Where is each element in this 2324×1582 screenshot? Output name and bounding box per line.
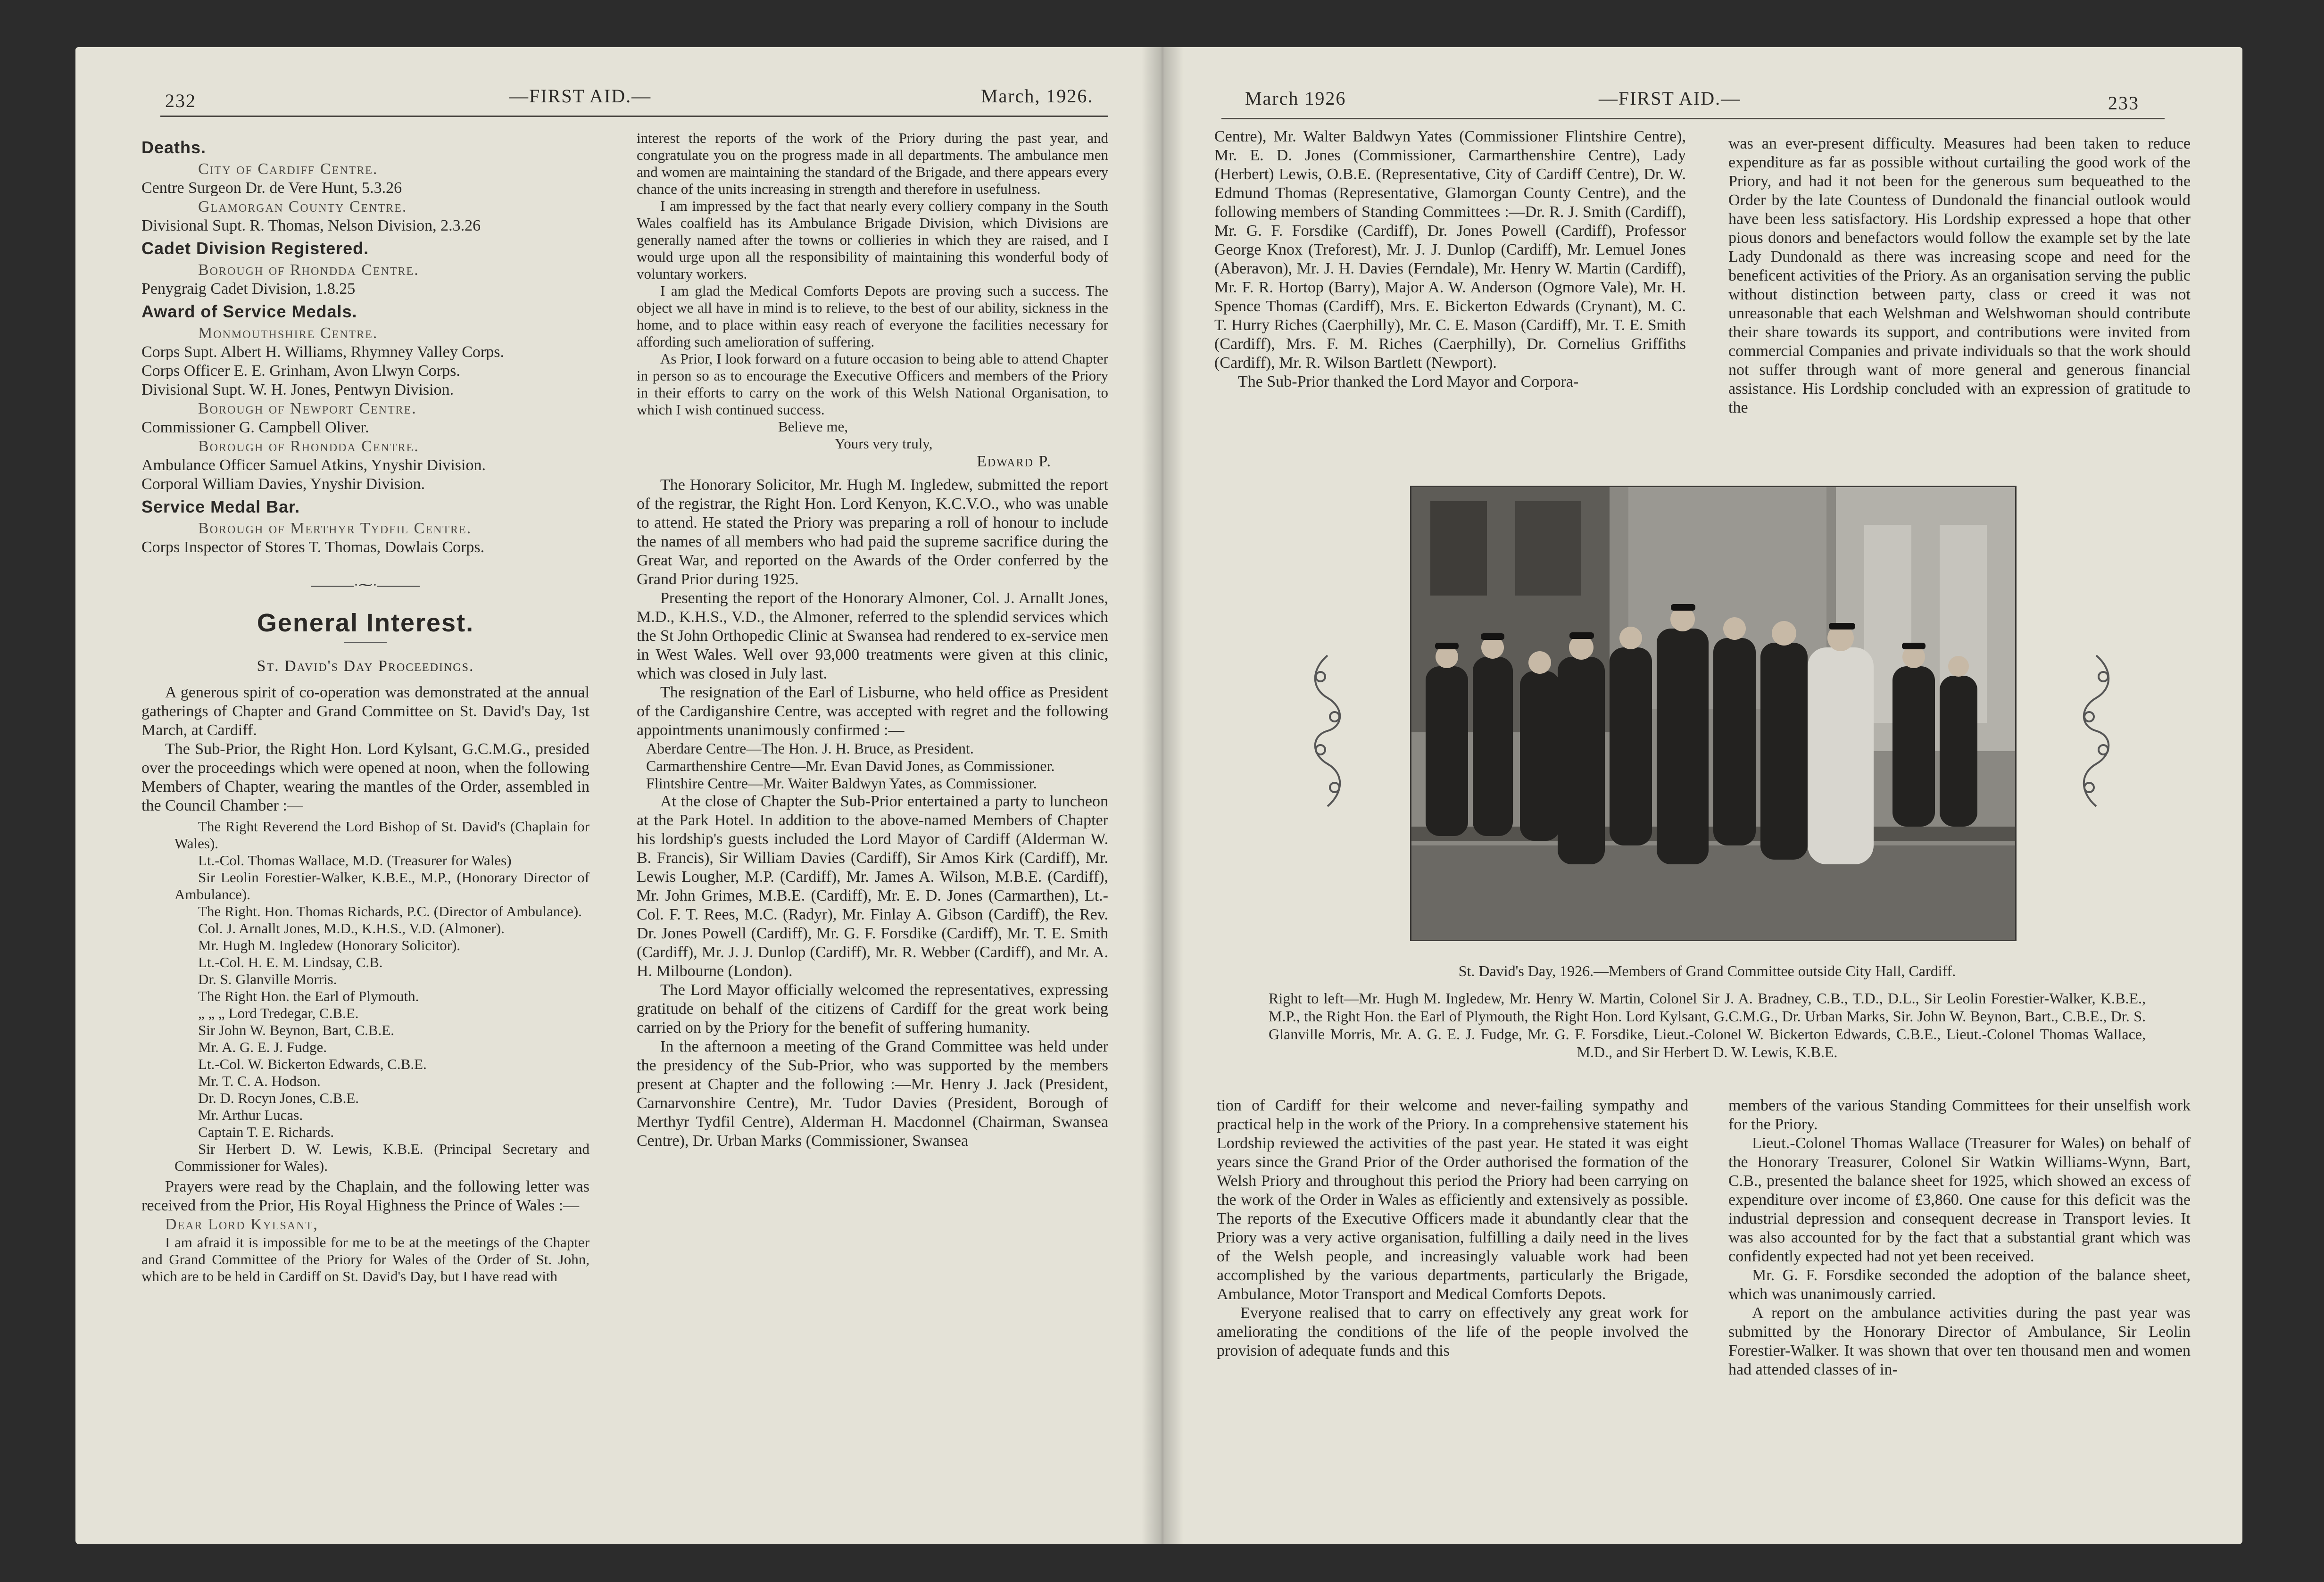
notice-entry: Corps Inspector of Stores T. Thomas, Dowlais Corps.	[141, 538, 485, 556]
paragraph: Lieut.-Colonel Thomas Wallace (Treasurer for Wales) on behalf of the Honorary Treasurer, Colonel Sir Watkin Williams-Wynn, Bart, C.B., presented the balance sheet for 1925, which showed an excess of expenditure over income of £3,860. One cause for this deficit was the industrial depression and consequent decrease in Transport levies. It was also accounted for by the fact that a substantial grant which was confidently expected had not yet been received.	[1728, 1135, 2191, 1265]
member-item: Lt.-Col. H. E. M. Lindsay, C.B.	[198, 954, 383, 970]
paragraph: was an ever-present difficulty. Measures had been taken to reduce expenditure as far as possible without curtailing the good work of the Priory, and had it not been for the generous sum bequeathed to the Order by the late Countess of Dundonald the financial outlook would have been less satisfactory. His Lordship expressed a hope that other pious donors and benefactors would follow the example set by the late Lady Dundonald as there was increasing scope and need for the beneficent activities of the Priory. As an organisation serving the public without distinction between party, class or creed it was not unreasonable that each Welshman and Welshwoman should contribute their share towards its support, and contributions were invited from commercial Companies and private individuals so that the work should not suffer through want of more general and generous financial assistance. His Lordship concluded with an expression of gratitude to the	[1728, 135, 2191, 416]
member-item: The Right Reverend the Lord Bishop of St. David's (Chaplain for Wales).	[174, 818, 589, 852]
paragraph: A report on the ambulance activities during the past year was submitted by the Honorary Director of Ambulance, Sir Leolin Forestier-Walker. It was shown that over ten thousand men and women had attended classes of in-	[1728, 1304, 2191, 1378]
appointment: Carmarthenshire Centre—Mr. Evan David Jones, as Commissioner.	[646, 757, 1055, 774]
column-1	[141, 134, 589, 1285]
centre-name: Monmouthshire Centre.	[198, 324, 378, 342]
letter-paragraph: I am afraid it is impossible for me to be at the meetings of the Chapter and Grand Committee of the Priory for Wales of the Order of St. John, which are to be held in Cardiff on St. David's Day, but I have read with	[141, 1234, 589, 1284]
right-header-rule	[1221, 118, 2165, 119]
centre-name: Borough of Rhondda Centre.	[198, 438, 419, 455]
paragraph: The Sub-Prior thanked the Lord Mayor and Corpora-	[1238, 373, 1579, 390]
member-item: Sir John W. Beynon, Bart, C.B.E.	[198, 1022, 394, 1038]
deaths-heading: Deaths.	[141, 138, 207, 157]
photo-illustration	[1411, 487, 2015, 940]
book-gutter	[1141, 47, 1184, 1544]
paragraph: At the close of Chapter the Sub-Prior entertained a party to luncheon at the Park Hotel. In addition to the above-named Members of Chapter his lordship's guests included the Lord Mayor of Cardiff (Alderman W. B. Francis), Sir William Davies (Cardiff), Sir Amos Kirk (Cardiff), Mr. Lewis Lougher, M.P. (Cardiff), Mr. James A. Wilson, M.B.E. (Cardiff), Mr. John Grimes, M.B.E. (Cardiff), Mr. E. D. Jones (Carmarthen), Lt.-Col. F. T. Rees, M.C. (Radyr), Mr. Finlay A. Gibson (Cardiff), the Rev. Dr. Jones Powell (Cardiff), Mr. G. F. Forsdike (Cardiff), Mr. T. E. Smith (Cardiff), Mr. J. J. Dunlop (Cardiff), Mr. R. Webber (Cardiff), and Mr. A. H. Milbourne (London).	[637, 793, 1108, 980]
member-item: Dr. S. Glanville Morris.	[198, 971, 337, 987]
letter-signature: Edward P.	[977, 453, 1052, 470]
right-date: March 1926	[1245, 88, 1346, 109]
notice-entry: Corps Supt. Albert H. Williams, Rhymney Valley Corps.	[141, 343, 504, 361]
letter-paragraph: As Prior, I look forward on a future occasion to being able to attend Chapter in person so as to encourage the Executive Officers and members of the Priory in their efforts to carry on the work of this Welsh National Organisation, to which I wish continued success.	[637, 350, 1108, 418]
member-item: Mr. T. C. A. Hodson.	[198, 1073, 321, 1089]
paragraph: members of the various Standing Committees for their unselfish work for the Priory.	[1728, 1097, 2191, 1133]
appointment: Aberdare Centre—The Hon. J. H. Bruce, as President.	[646, 740, 974, 757]
member-item: Dr. D. Rocyn Jones, C.B.E.	[198, 1090, 359, 1106]
scroll-ornament-right	[2075, 651, 2117, 811]
left-page-number: 232	[165, 90, 196, 111]
column-3	[1214, 127, 1686, 391]
appointment: Flintshire Centre—Mr. Waiter Baldwyn Yates, as Commissioner.	[646, 775, 1037, 792]
paragraph: The Lord Mayor officially welcomed the representatives, expressing gratitude on behalf of the citizens of Cardiff for the great work being carried on by the Priory for the benefit of suffering humanity.	[637, 981, 1108, 1036]
members-list	[141, 818, 589, 1175]
member-item: Col. J. Arnallt Jones, M.D., K.H.S., V.D. (Almoner).	[198, 920, 505, 936]
short-rule	[344, 642, 387, 643]
member-item: The Right. Hon. Thomas Richards, P.C. (Director of Ambulance).	[198, 903, 582, 919]
paragraph: The Sub-Prior, the Right Hon. Lord Kylsant, G.C.M.G., presided over the proceedings which were opened at noon, when the following Members of Chapter, wearing the mantles of the Order, assembled in the Council Chamber :—	[141, 740, 589, 814]
scroll-ornament-left	[1306, 651, 1349, 811]
letter-salutation: Dear Lord Kylsant,	[165, 1216, 318, 1233]
paragraph: In the afternoon a meeting of the Grand Committee was held under the presidency of the Sub-Prior, who was supported by the members present at Chapter and the following :—Mr. Henry J. Jack (President, Carnarvonshire Centre), Mr. Tudor Davies (President, Borough of Merthyr Tydfil Centre), Alderman H. Macdonnel (Chairman, Swansea Centre), Dr. Urban Marks (Commissioner, Swansea	[637, 1038, 1108, 1150]
photo-caption	[1269, 962, 2146, 1061]
section-ornament: ———·⁓·———	[311, 577, 420, 593]
letter-paragraph: I am glad the Medical Comforts Depots are proving such a success. The object we all have in mind is to relieve, to the best of our ability, sickness in the home, and to place within easy reach of everyone the facilities necessary for affording such amelioration of suffering.	[637, 282, 1108, 350]
paragraph: Mr. G. F. Forsdike seconded the adoption of the balance sheet, which was unanimously carried.	[1728, 1267, 2191, 1303]
notice-entry: Commissioner G. Campbell Oliver.	[141, 419, 369, 436]
right-running-title: —FIRST AID.—	[1599, 88, 1741, 109]
paragraph: Everyone realised that to carry on effectively any great work for ameliorating the conditions of the life of the people involved the provision of adequate funds and this	[1217, 1304, 1688, 1359]
letter-closing: Yours very truly,	[835, 435, 933, 452]
left-header-rule	[160, 116, 1108, 117]
group-photograph	[1410, 486, 2017, 941]
caption-names: Right to left—Mr. Hugh M. Ingledew, Mr. Henry W. Martin, Colonel Sir J. A. Bradney, C.B., T.D., D.L., Sir Leolin Forestier-Walker, K.B.E., M.P., the Right Hon. the Earl of Plymouth, the Right Hon. Lord Kylsant, G.C.M.G., Dr. Urban Marks, Sir. John W. Beynon, Bart., C.B.E., Dr. S. Glanville Morris, Mr. A. G. E. J. Fudge, Mr. G. F. Forsdike, Lieut.-Colonel W. Bickerton Edwards, C.B.E., Lieut.-Colonel Thomas Wallace, M.D., and Sir Herbert D. W. Lewis, K.B.E.	[1269, 990, 2146, 1060]
caption-title: St. David's Day, 1926.—Members of Grand Committee outside City Hall, Cardiff.	[1458, 962, 1956, 979]
member-item: Sir Herbert D. W. Lewis, K.B.E. (Principal Secretary and Commissioner for Wales).	[174, 1141, 589, 1174]
letter-paragraph: interest the reports of the work of the Priory during the past year, and congratulate you on the progress made in all departments. The ambulance men and women are maintaining the standard of the Brigade, and there appears every chance of the units increasing in strength and therefore in usefulness.	[637, 130, 1108, 197]
bar-heading: Service Medal Bar.	[141, 497, 300, 516]
notice-entry: Corporal William Davies, Ynyshir Division.	[141, 475, 425, 493]
column-4	[1728, 134, 2191, 417]
paragraph: Centre), Mr. Walter Baldwyn Yates (Commissioner Flintshire Centre), Mr. E. D. Jones (Commissioner, Carmarthenshire Centre), Lady (Herbert) Lewis, O.B.E. (Representative, City of Cardiff Centre), Dr. W. Edmund Thomas (Representative, Glamorgan County Centre), and the following members of Standing Committees :—Dr. R. J. Smith (Cardiff), Mr. G. F. Forsdike (Cardiff), Dr. Jones Powell (Cardiff), Professor George Knox (Treforest), Mr. J. J. Dunlop (Cardiff), Mr. Lemuel Jones (Aberavon), Mr. J. H. Davies (Ferndale), Mr. Henry W. Martin (Cardiff), Mr. F. R. Hortop (Barry), Major A. W. Anderson (Ogmore Vale), Mr. H. Spence Thomas (Cardiff), Mrs. E. Bickerton Edwards (Crynant), M. C. T. Hurry Riches (Caerphilly), Mr. C. E. Mason (Cardiff), Mr. T. E. Smith (Cardiff), Mrs. F. M. Riches (Caerphilly), Dr. Cornelius Griffiths (Cardiff), Mr. R. Wilson Bartlett (Newport).	[1214, 128, 1686, 372]
cadet-heading: Cadet Division Registered.	[141, 239, 369, 258]
member-item: Mr. Arthur Lucas.	[198, 1107, 303, 1123]
centre-name: Glamorgan County Centre.	[198, 198, 407, 215]
general-interest-heading: General Interest.	[257, 609, 474, 637]
letter-closing: Believe me,	[778, 418, 848, 435]
left-date: March, 1926.	[981, 85, 1094, 107]
centre-name: City of Cardiff Centre.	[198, 160, 378, 178]
column-5	[1217, 1096, 1688, 1360]
member-item: „ „ „ Lord Tredegar, C.B.E.	[198, 1005, 359, 1021]
paragraph: A generous spirit of co-operation was demonstrated at the annual gatherings of Chapter and Grand Committee on St. David's Day, 1st March, at Cardiff.	[141, 684, 589, 739]
award-heading: Award of Service Medals.	[141, 302, 357, 321]
notice-entry: Ambulance Officer Samuel Atkins, Ynyshir Division.	[141, 456, 486, 474]
right-page-number: 233	[2108, 92, 2139, 114]
member-item: Lt.-Col. W. Bickerton Edwards, C.B.E.	[198, 1056, 427, 1072]
column-6	[1728, 1096, 2191, 1379]
centre-name: Borough of Newport Centre.	[198, 400, 417, 417]
left-running-title: —FIRST AID.—	[509, 85, 652, 107]
notice-entry: Corps Officer E. E. Grinham, Avon Llwyn Corps.	[141, 362, 460, 380]
paragraph: Presenting the report of the Honorary Almoner, Col. J. Arnallt Jones, M.D., K.H.S., V.D., the Almoner, referred to the splendid services which the St John Orthopedic Clinic at Swansea had rendered to ex-service men in West Wales. Well over 93,000 treatments were given at this clinic, which was closed in July last.	[637, 589, 1108, 682]
member-item: Lt.-Col. Thomas Wallace, M.D. (Treasurer for Wales)	[198, 852, 512, 869]
notice-entry: Centre Surgeon Dr. de Vere Hunt, 5.3.26	[141, 179, 402, 197]
notice-entry: Divisional Supt. W. H. Jones, Pentwyn Division.	[141, 381, 454, 398]
member-item: Sir Leolin Forestier-Walker, K.B.E., M.P., (Honorary Director of Ambulance).	[174, 869, 589, 903]
centre-name: Borough of Merthyr Tydfil Centre.	[198, 520, 472, 537]
paragraph: Prayers were read by the Chaplain, and the following letter was received from the Prior, His Royal Highness the Prince of Wales :—	[141, 1178, 589, 1214]
paragraph: tion of Cardiff for their welcome and never-failing sympathy and practical help in the work of the Priory. In a comprehensive statement his Lordship reviewed the activities of the past year. He stated it was eight years since the Grand Prior of the Order authorised the formation of the Welsh Priory and throughout this period the Priory had been carrying on the work of the Order in Wales as efficiently and extensively as possible. The reports of the Executive Officers made it abundantly clear that the Priory was a very active organisation, fulfilling a daily need in the lives of the Welsh people, and increasingly valuable work had been accomplished by the various departments, particularly the Brigade, Ambulance, Motor Transport and Medical Comforts Depots.	[1217, 1097, 1688, 1303]
notice-entry: Penygraig Cadet Division, 1.8.25	[141, 280, 356, 298]
column-2	[637, 130, 1108, 1151]
member-item: Captain T. E. Richards.	[198, 1124, 334, 1140]
paragraph: The Honorary Solicitor, Mr. Hugh M. Ingledew, submitted the report of the registrar, the Right Hon. Lord Kenyon, K.C.V.O., who was unable to attend. He stated the Priory was preparing a roll of honour to include the names of all members who had paid the supreme sacrifice during the Great War, and reported on the Awards of the Order conferred by the Grand Prior during 1925.	[637, 476, 1108, 588]
notice-entry: Divisional Supt. R. Thomas, Nelson Division, 2.3.26	[141, 217, 481, 234]
paragraph: The resignation of the Earl of Lisburne, who held office as President of the Cardiganshire Centre, was accepted with regret and the following appointments unanimously confirmed :—	[637, 684, 1108, 739]
centre-name: Borough of Rhondda Centre.	[198, 261, 419, 279]
member-item: Mr. Hugh M. Ingledew (Honorary Solicitor).	[198, 937, 461, 953]
proceedings-subheading: St. David's Day Proceedings.	[257, 657, 474, 675]
member-item: The Right Hon. the Earl of Plymouth.	[198, 988, 419, 1004]
letter-paragraph: I am impressed by the fact that nearly every colliery company in the South Wales coalfield has its Ambulance Brigade Division, which Divisions are generally named after the towns or collieries in which they are raised, and I would urge upon all the responsibility of maintaining this wonderful body of voluntary workers.	[637, 198, 1108, 282]
member-item: Mr. A. G. E. J. Fudge.	[198, 1039, 327, 1055]
